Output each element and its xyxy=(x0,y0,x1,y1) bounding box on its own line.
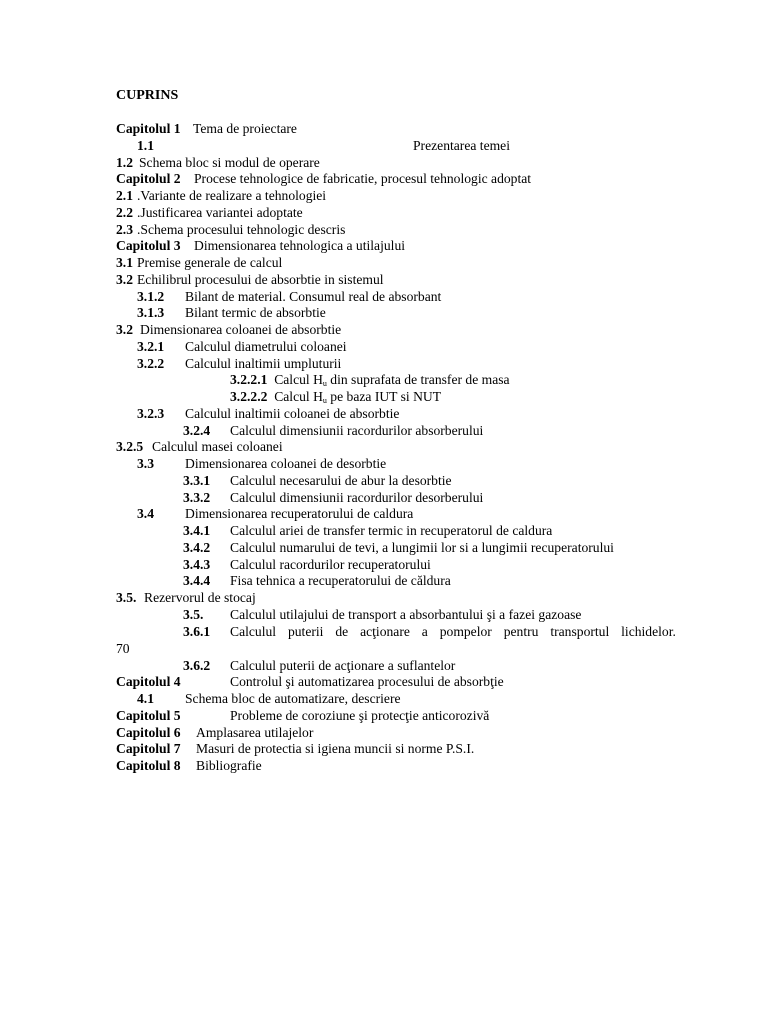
toc-text: Premise generale de calcul xyxy=(137,255,283,270)
toc-entry-chapter-6 xyxy=(116,725,676,742)
toc-text: din suprafata de transfer de masa xyxy=(326,372,510,388)
toc-text: Calculul racordurilor recuperatorului xyxy=(230,556,431,572)
toc-number: 3.5. xyxy=(183,606,204,622)
toc-entry-3-2-2-1 xyxy=(116,372,676,389)
word: lichidelor. xyxy=(621,623,676,639)
toc-text: Prezentarea temei xyxy=(413,137,510,153)
word: pentru xyxy=(503,623,539,639)
toc-number: 3.1 xyxy=(116,255,133,270)
toc-text: Calculul inaltimii coloanei de absorbtie xyxy=(185,405,400,421)
page-title: CUPRINS xyxy=(116,88,179,103)
toc-text: .Variante de realizare a tehnologiei xyxy=(137,188,327,203)
toc-number: 3.2 xyxy=(116,271,133,287)
toc-entry-3-2 xyxy=(116,322,676,339)
word: transportul xyxy=(550,623,610,639)
toc-number: 3.2 xyxy=(116,322,133,337)
toc-entry-2-3 xyxy=(116,222,676,239)
toc-entry-3-1-3 xyxy=(116,305,676,322)
toc-text: Calculul inaltimii umpluturii xyxy=(185,355,342,371)
toc-number: Capitolul 4 xyxy=(116,674,181,690)
toc-number: 3.2.2.1 xyxy=(230,372,268,388)
toc-entry-chapter-8 xyxy=(116,758,676,775)
toc-entry-2-2 xyxy=(116,205,676,222)
toc-entry-3-5-transport xyxy=(116,607,676,624)
word: a xyxy=(421,623,428,639)
toc-text: Masuri de protectia si igiena muncii si norme P.S.I. xyxy=(196,741,475,757)
toc-entry-4-1 xyxy=(116,691,676,708)
word: de xyxy=(335,623,349,639)
toc-entry-chapter-4 xyxy=(116,674,676,691)
toc-number: 3.3.1 xyxy=(183,472,211,488)
toc-text: Schema bloc si modul de operare xyxy=(139,154,320,170)
toc-text: Tema de proiectare xyxy=(193,121,297,136)
subscript: u xyxy=(322,379,327,389)
toc-number: 3.2.2 xyxy=(137,355,165,371)
toc-number: 2.3 xyxy=(116,221,133,237)
toc-text: Calculul ariei de transfer termic in recuperatorul de caldura xyxy=(230,523,553,538)
toc-entry-1-2 xyxy=(116,155,676,172)
toc-text: Calcul H xyxy=(274,389,323,404)
toc-entry-3-6-2 xyxy=(116,658,676,675)
word: acţionare xyxy=(360,623,410,639)
table-of-contents xyxy=(116,121,676,775)
toc-number: Capitolul 1 xyxy=(116,121,181,136)
toc-number: Capitolul 7 xyxy=(116,741,181,757)
toc-number: 3.2.5 xyxy=(116,439,144,455)
toc-number: 2.2 xyxy=(116,204,133,220)
toc-text: .Justificarea variantei adoptate xyxy=(137,204,303,220)
toc-entry-3-2-2-2 xyxy=(116,389,676,406)
toc-number: 4.1 xyxy=(137,691,154,706)
toc-page-number: 70 xyxy=(116,640,130,656)
toc-number: 3.6.2 xyxy=(183,657,211,673)
toc-text: Fisa tehnica a recuperatorului de căldura xyxy=(230,573,451,589)
toc-text: Calculul diametrului coloanei xyxy=(185,338,347,354)
toc-number: 3.3 xyxy=(137,456,154,471)
toc-number: 3.4.3 xyxy=(183,556,211,572)
toc-text: Bibliografie xyxy=(196,758,262,773)
toc-number: 3.2.3 xyxy=(137,405,165,421)
toc-entry-3-2-equilibrium xyxy=(116,272,676,289)
toc-number: 3.4.1 xyxy=(183,523,211,538)
toc-text xyxy=(230,624,676,641)
toc-text: Dimensionarea coloanei de absorbtie xyxy=(140,322,342,337)
toc-entry-3-1-2 xyxy=(116,289,676,306)
toc-number: 1.2 xyxy=(116,154,133,170)
toc-entry-chapter-1 xyxy=(116,121,676,138)
toc-number: 3.2.4 xyxy=(183,422,211,438)
toc-text: Calculul necesarului de abur la desorbtie xyxy=(230,472,452,488)
toc-number: 3.4.4 xyxy=(183,573,211,589)
toc-entry-3-2-1 xyxy=(116,339,676,356)
toc-number: 3.2.2.2 xyxy=(230,389,268,404)
toc-text: Probleme de coroziune şi protecţie anticorozivă xyxy=(230,707,490,723)
toc-text: Amplasarea utilajelor xyxy=(196,724,314,740)
toc-text: Calculul puterii de acţionare a suflantelor xyxy=(230,657,456,673)
toc-text: Calculul dimensiunii racordurilor absorberului xyxy=(230,422,484,438)
toc-number: 3.1.3 xyxy=(137,305,165,321)
toc-number: 3.1.2 xyxy=(137,288,165,304)
toc-number: 3.3.2 xyxy=(183,489,211,505)
toc-text: Calculul utilajului de transport a absorbantului şi a fazei gazoase xyxy=(230,606,582,622)
toc-entry-3-5 xyxy=(116,590,676,607)
toc-text: Dimensionarea recuperatorului de caldura xyxy=(185,506,414,522)
toc-entry-3-4-2 xyxy=(116,540,676,557)
toc-number: 3.4.2 xyxy=(183,539,211,555)
toc-number: Capitolul 5 xyxy=(116,707,181,723)
toc-text: Procese tehnologice de fabricatie, procesul tehnologic adoptat xyxy=(194,171,532,187)
toc-number: 1.1 xyxy=(137,137,154,153)
toc-entry-chapter-7 xyxy=(116,741,676,758)
toc-text: Bilant de material. Consumul real de absorbant xyxy=(185,288,442,304)
toc-number: 3.2.1 xyxy=(137,338,165,354)
toc-text: Dimensionarea coloanei de desorbtie xyxy=(185,456,387,471)
toc-entry-2-1 xyxy=(116,188,676,205)
toc-entry-chapter-3 xyxy=(116,238,676,255)
toc-text: Schema bloc de automatizare, descriere xyxy=(185,691,401,706)
word: puterii xyxy=(287,623,324,639)
toc-number: 3.6.1 xyxy=(183,623,211,639)
toc-entry-3-1 xyxy=(116,255,676,272)
toc-entry-chapter-5 xyxy=(116,708,676,725)
toc-number: Capitolul 3 xyxy=(116,238,181,254)
toc-entry-3-4-1 xyxy=(116,523,676,540)
toc-number: 3.5. xyxy=(116,590,137,605)
toc-entry-3-2-3 xyxy=(116,406,676,423)
toc-text: Controlul şi automatizarea procesului de absorbţie xyxy=(230,674,504,690)
toc-text: Echilibrul procesului de absorbtie in sistemul xyxy=(137,271,384,287)
toc-text: Calculul masei coloanei xyxy=(152,439,283,455)
toc-text: pe baza IUT si NUT xyxy=(326,389,442,404)
toc-number: Capitolul 8 xyxy=(116,758,181,773)
toc-entry-3-4-3 xyxy=(116,557,676,574)
toc-entry-3-2-4 xyxy=(116,423,676,440)
toc-entry-3-6-1 xyxy=(116,624,676,658)
toc-text: Rezervorul de stocaj xyxy=(144,590,256,605)
word: Calculul xyxy=(230,623,277,639)
toc-text: .Schema procesului tehnologic descris xyxy=(137,221,346,237)
toc-entry-3-2-2 xyxy=(116,356,676,373)
subscript: u xyxy=(322,396,327,405)
toc-number: Capitolul 6 xyxy=(116,724,181,740)
toc-entry-3-4 xyxy=(116,506,676,523)
toc-number: 2.1 xyxy=(116,188,133,203)
toc-entry-chapter-2 xyxy=(116,171,676,188)
toc-entry-3-3 xyxy=(116,456,676,473)
toc-number: Capitolul 2 xyxy=(116,171,181,187)
toc-number: 3.4 xyxy=(137,506,154,522)
toc-entry-3-3-2 xyxy=(116,490,676,507)
toc-entry-3-2-5 xyxy=(116,439,676,456)
word: pompelor xyxy=(439,623,492,639)
toc-text: Calculul numarului de tevi, a lungimii lor si a lungimii recuperatorului xyxy=(230,539,614,555)
toc-entry-3-3-1 xyxy=(116,473,676,490)
toc-entry-1-1 xyxy=(116,138,676,155)
toc-text: Calcul H xyxy=(274,372,323,388)
toc-text: Bilant termic de absorbtie xyxy=(185,305,326,321)
toc-text: Dimensionarea tehnologica a utilajului xyxy=(194,238,406,254)
toc-text: Calculul dimensiunii racordurilor desorberului xyxy=(230,489,484,505)
toc-entry-3-4-4 xyxy=(116,573,676,590)
